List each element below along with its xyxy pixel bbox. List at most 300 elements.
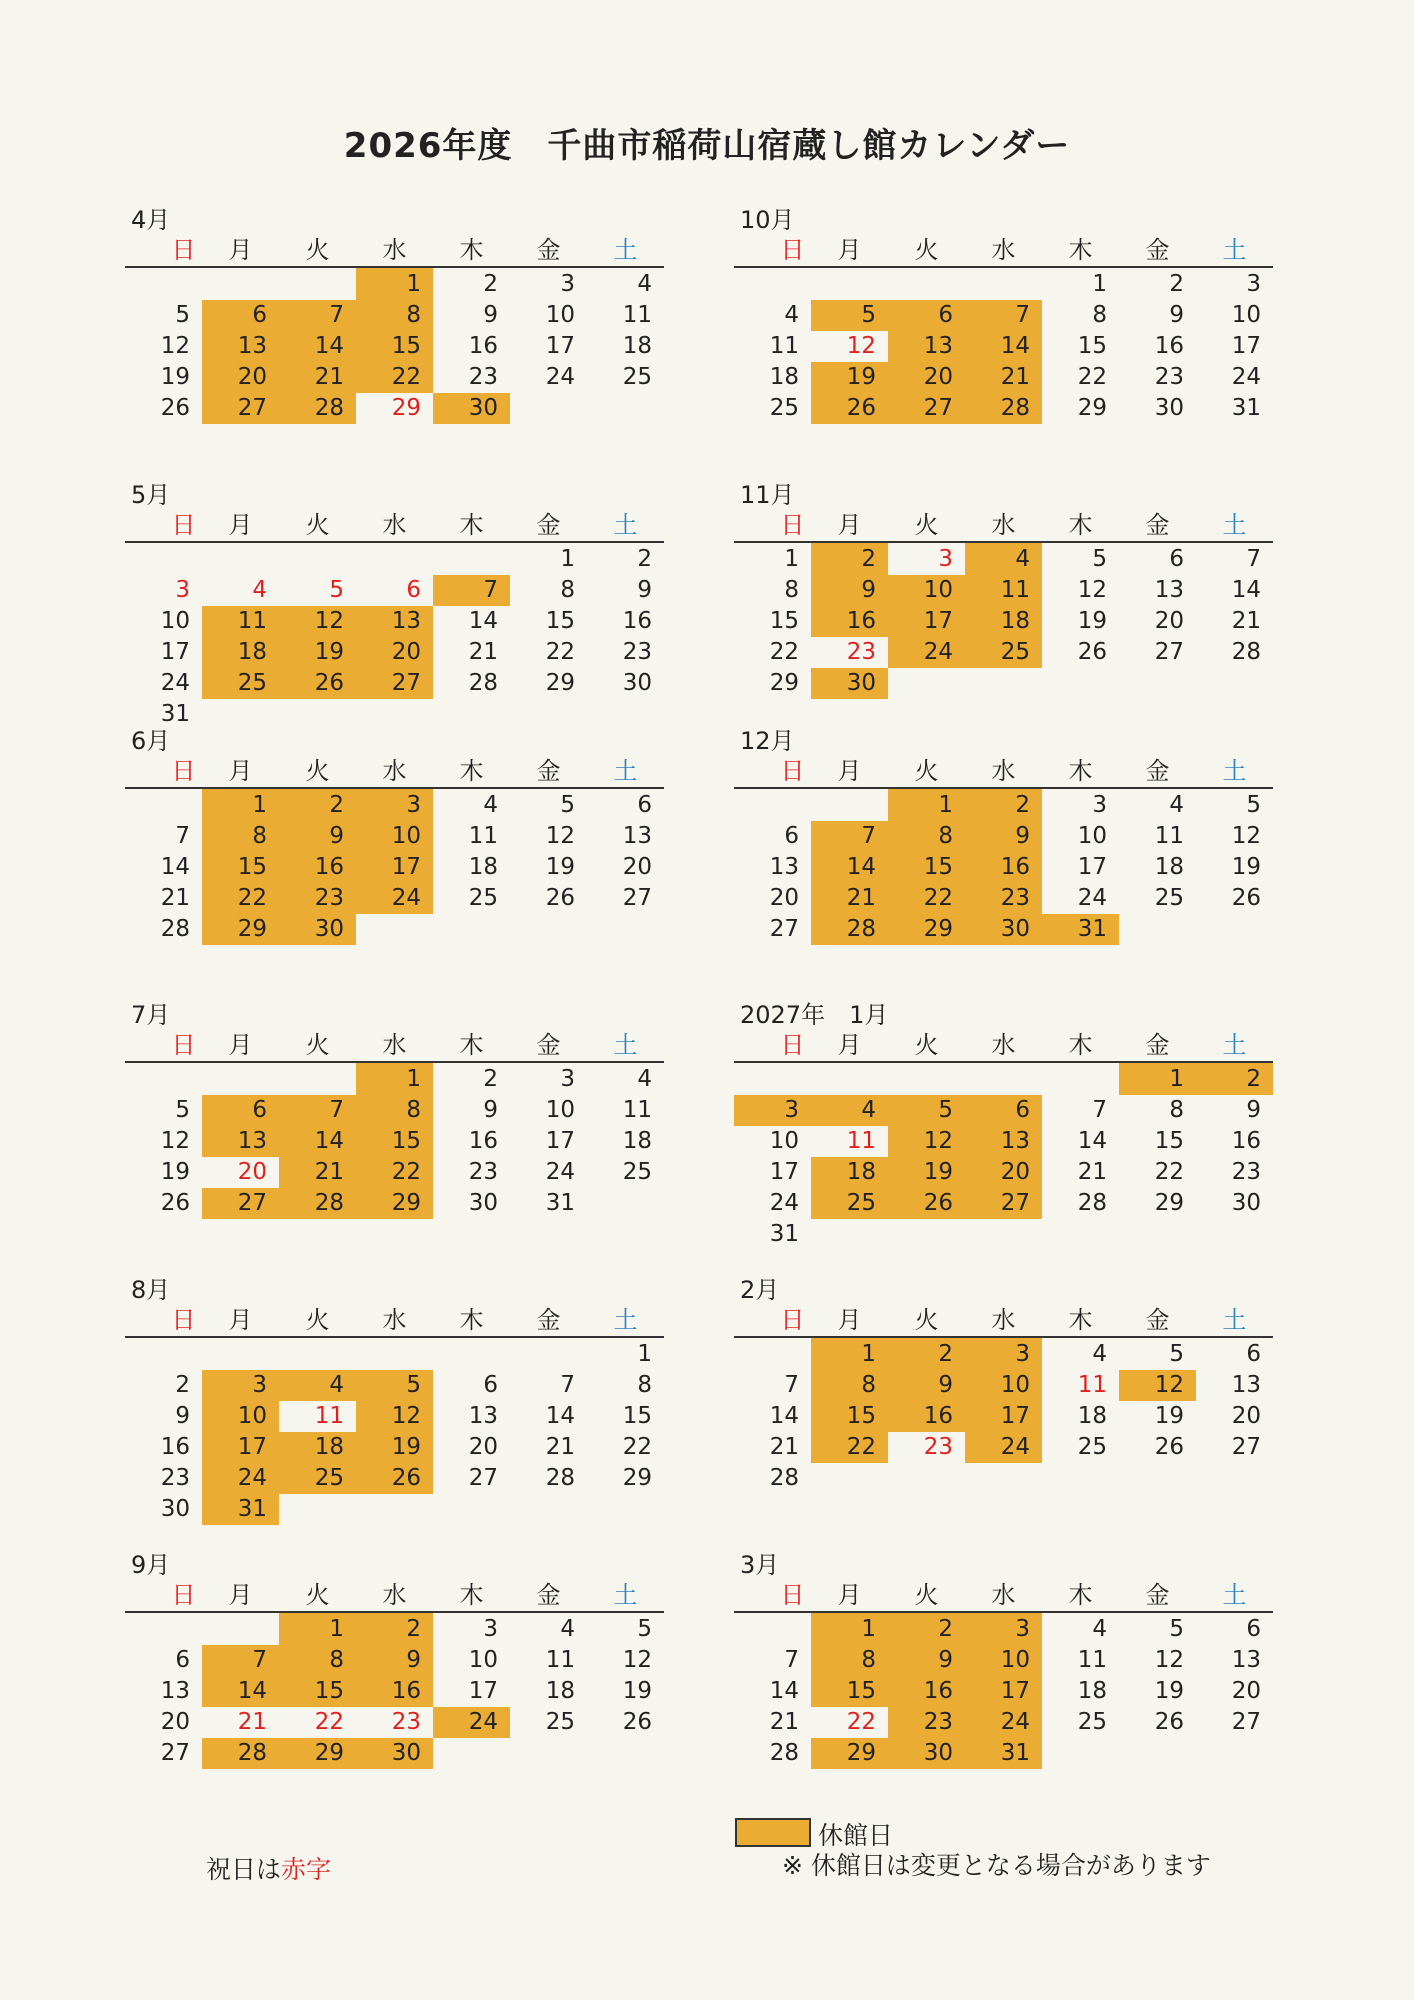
weekday-header: 土 <box>613 757 638 785</box>
empty-cell <box>356 1494 433 1525</box>
calendar-day: 19 <box>160 364 190 390</box>
calendar-day: 8 <box>202 821 279 852</box>
calendar-day: 11 <box>1154 823 1184 849</box>
weekday-header: 日 <box>780 236 805 264</box>
calendar-day: 2 <box>811 542 888 575</box>
month-label: 2月 <box>740 1276 780 1304</box>
calendar-day: 27 <box>1154 639 1184 665</box>
calendar-day: 16 <box>811 606 888 637</box>
empty-cell <box>356 542 433 575</box>
calendar-day: 21 <box>1077 1159 1107 1185</box>
calendar-day: 22 <box>356 362 433 393</box>
calendar-day: 15 <box>545 608 575 634</box>
calendar-day: 18 <box>1077 1403 1107 1429</box>
empty-cell <box>587 1494 664 1525</box>
month-calendar <box>125 1000 665 1219</box>
month-label: 5月 <box>131 481 171 509</box>
calendar-day: 13 <box>202 1126 279 1157</box>
calendar-day: 20 <box>202 362 279 393</box>
calendar-day: 17 <box>769 1159 799 1185</box>
calendar-day: 22 <box>1077 364 1107 390</box>
calendar-day: 16 <box>468 333 498 359</box>
calendar-day: 22 <box>545 639 575 665</box>
empty-cell <box>965 1062 1042 1095</box>
weekday-header: 日 <box>780 757 805 785</box>
empty-cell <box>125 788 202 821</box>
calendar-day: 1 <box>888 788 965 821</box>
calendar-day: 13 <box>769 854 799 880</box>
calendar-day: 18 <box>1154 854 1184 880</box>
calendar-day: 29 <box>1077 395 1107 421</box>
calendar-day: 15 <box>811 1676 888 1707</box>
weekday-header: 土 <box>613 1581 638 1609</box>
calendar-day: 16 <box>356 1676 433 1707</box>
calendar-day: 25 <box>965 637 1042 668</box>
calendar-day: 21 <box>769 1434 799 1460</box>
calendar-day: 21 <box>769 1709 799 1735</box>
calendar-day: 4 <box>1169 792 1184 818</box>
calendar-day: 11 <box>769 333 799 359</box>
calendar-day: 16 <box>468 1128 498 1154</box>
calendar-day: 7 <box>811 821 888 852</box>
calendar-day: 19 <box>811 362 888 393</box>
calendar-day: 10 <box>965 1645 1042 1676</box>
weekday-header: 金 <box>536 1306 561 1334</box>
calendar-day: 22 <box>622 1434 652 1460</box>
calendar-day: 15 <box>202 852 279 883</box>
calendar-day: 19 <box>622 1678 652 1704</box>
holiday-note <box>206 1850 331 1886</box>
calendar-day: 20 <box>1231 1403 1261 1429</box>
calendar-day: 16 <box>965 852 1042 883</box>
empty-cell <box>202 1337 279 1370</box>
calendar-day: 25 <box>1154 885 1184 911</box>
empty-cell <box>202 267 279 300</box>
calendar-day: 27 <box>1231 1434 1261 1460</box>
calendar-day: 25 <box>769 395 799 421</box>
calendar-day: 23 <box>468 364 498 390</box>
calendar-day: 3 <box>1092 792 1107 818</box>
weekday-header: 水 <box>991 757 1016 785</box>
calendar-day: 4 <box>965 542 1042 575</box>
weekday-header: 水 <box>382 757 407 785</box>
calendar-day: 7 <box>202 1645 279 1676</box>
calendar-day: 16 <box>888 1676 965 1707</box>
calendar-day: 20 <box>1154 608 1184 634</box>
weekday-header: 木 <box>459 757 484 785</box>
calendar-day: 7 <box>965 300 1042 331</box>
weekday-header: 木 <box>1068 757 1093 785</box>
calendar-day: 4 <box>637 1066 652 1092</box>
calendar-day: 29 <box>279 1738 356 1769</box>
calendar-day: 5 <box>175 302 190 328</box>
calendar-day: 14 <box>202 1676 279 1707</box>
calendar-day: 10 <box>160 608 190 634</box>
calendar-day: 25 <box>1077 1434 1107 1460</box>
calendar-day: 12 <box>1154 1647 1184 1673</box>
calendar-day: 15 <box>811 1401 888 1432</box>
weekday-header: 木 <box>459 1031 484 1059</box>
calendar-day: 28 <box>769 1465 799 1491</box>
empty-cell <box>965 1219 1042 1250</box>
calendar-day: 19 <box>1154 1403 1184 1429</box>
calendar-day: 4 <box>637 271 652 297</box>
month-calendar <box>734 726 1274 945</box>
calendar-day: 2 <box>483 1066 498 1092</box>
calendar-day: 30 <box>468 1190 498 1216</box>
calendar-day: 16 <box>279 852 356 883</box>
calendar-day: 24 <box>769 1190 799 1216</box>
empty-cell <box>888 1219 965 1250</box>
calendar-day: 23 <box>965 883 1042 914</box>
calendar-day: 27 <box>202 1188 279 1219</box>
calendar-day: 5 <box>637 1616 652 1642</box>
calendar-day: 19 <box>545 854 575 880</box>
calendar-day: 10 <box>1077 823 1107 849</box>
empty-cell <box>279 1494 356 1525</box>
empty-cell <box>811 1463 888 1494</box>
calendar-day: 10 <box>965 1370 1042 1401</box>
weekday-header: 水 <box>382 511 407 539</box>
calendar-day: 7 <box>560 1372 575 1398</box>
weekday-header: 木 <box>459 1306 484 1334</box>
calendar-day: 4 <box>784 302 799 328</box>
empty-cell <box>1042 668 1119 699</box>
calendar-day: 13 <box>202 331 279 362</box>
calendar-day: 7 <box>433 575 510 606</box>
weekday-header: 火 <box>914 236 939 264</box>
calendar-day: 3 <box>734 1095 811 1126</box>
calendar-day: 24 <box>1231 364 1261 390</box>
weekday-header: 土 <box>1222 757 1247 785</box>
calendar-day: 3 <box>965 1337 1042 1370</box>
calendar-day: 29 <box>622 1465 652 1491</box>
calendar-day: 14 <box>279 331 356 362</box>
calendar-day: 28 <box>1231 639 1261 665</box>
calendar-day: 13 <box>356 606 433 637</box>
calendar-day: 12 <box>1119 1370 1196 1401</box>
calendar-day: 24 <box>965 1707 1042 1738</box>
empty-cell <box>1196 914 1273 945</box>
calendar-day: 12 <box>1077 577 1107 603</box>
calendar-day: 17 <box>888 606 965 637</box>
calendar-day: 6 <box>1246 1616 1261 1642</box>
weekday-header: 火 <box>305 236 330 264</box>
calendar-day: 19 <box>1077 608 1107 634</box>
weekday-header: 土 <box>613 236 638 264</box>
month-table <box>734 235 1273 424</box>
calendar-day: 22 <box>846 1709 876 1735</box>
calendar-day: 31 <box>769 1221 799 1247</box>
calendar-day: 26 <box>356 1463 433 1494</box>
calendar-day: 19 <box>1231 854 1261 880</box>
calendar-day: 31 <box>965 1738 1042 1769</box>
calendar-day: 6 <box>202 300 279 331</box>
calendar-day: 23 <box>923 1434 953 1460</box>
empty-cell <box>1042 1219 1119 1250</box>
calendar-day: 23 <box>468 1159 498 1185</box>
calendar-day: 20 <box>468 1434 498 1460</box>
weekday-header: 金 <box>1145 1031 1170 1059</box>
calendar-day: 23 <box>1154 364 1184 390</box>
calendar-day: 29 <box>545 670 575 696</box>
weekday-header: 日 <box>171 1306 196 1334</box>
calendar-day: 26 <box>622 1709 652 1735</box>
calendar-day: 13 <box>1154 577 1184 603</box>
empty-cell <box>734 1337 811 1370</box>
calendar-day: 7 <box>279 300 356 331</box>
empty-cell <box>1042 1463 1119 1494</box>
weekday-header: 月 <box>837 1306 862 1334</box>
calendar-day: 21 <box>811 883 888 914</box>
empty-cell <box>587 1188 664 1219</box>
month-calendar <box>734 205 1274 424</box>
month-calendar <box>125 1275 665 1525</box>
calendar-day: 28 <box>811 914 888 945</box>
calendar-day: 3 <box>202 1370 279 1401</box>
calendar-day: 18 <box>622 1128 652 1154</box>
closed-change-note: ※ 休館日は変更となる場合があります <box>782 1851 1211 1880</box>
calendar-day: 25 <box>545 1709 575 1735</box>
calendar-day: 12 <box>888 1126 965 1157</box>
calendar-day: 12 <box>279 606 356 637</box>
calendar-day: 15 <box>356 1126 433 1157</box>
calendar-day: 28 <box>202 1738 279 1769</box>
calendar-day: 2 <box>1196 1062 1273 1095</box>
empty-cell <box>811 788 888 821</box>
weekday-header: 金 <box>1145 511 1170 539</box>
calendar-day: 18 <box>202 637 279 668</box>
calendar-day: 25 <box>1077 1709 1107 1735</box>
calendar-day: 2 <box>637 546 652 572</box>
weekday-header: 金 <box>536 511 561 539</box>
empty-cell <box>888 267 965 300</box>
calendar-day: 17 <box>545 1128 575 1154</box>
weekday-header: 火 <box>305 1031 330 1059</box>
weekday-header: 火 <box>305 511 330 539</box>
month-calendar <box>125 726 665 945</box>
weekday-header: 土 <box>1222 1581 1247 1609</box>
weekday-header: 金 <box>536 1031 561 1059</box>
month-calendar <box>125 1550 665 1769</box>
calendar-day: 22 <box>356 1157 433 1188</box>
calendar-day: 8 <box>279 1645 356 1676</box>
calendar-day: 6 <box>784 823 799 849</box>
calendar-day: 28 <box>965 393 1042 424</box>
calendar-day: 12 <box>160 333 190 359</box>
calendar-day: 2 <box>356 1612 433 1645</box>
weekday-header: 水 <box>991 236 1016 264</box>
weekday-header: 土 <box>1222 1031 1247 1059</box>
calendar-day: 6 <box>483 1372 498 1398</box>
weekday-header: 月 <box>228 511 253 539</box>
empty-cell <box>433 1738 510 1769</box>
calendar-day: 12 <box>160 1128 190 1154</box>
calendar-day: 22 <box>769 639 799 665</box>
calendar-day: 30 <box>622 670 652 696</box>
weekday-header: 月 <box>228 1306 253 1334</box>
calendar-day: 10 <box>356 821 433 852</box>
empty-cell <box>356 914 433 945</box>
calendar-day: 10 <box>769 1128 799 1154</box>
calendar-day: 7 <box>784 1647 799 1673</box>
calendar-day: 21 <box>279 1157 356 1188</box>
calendar-day: 24 <box>202 1463 279 1494</box>
calendar-day: 8 <box>1092 302 1107 328</box>
calendar-day: 13 <box>888 331 965 362</box>
empty-cell <box>888 1062 965 1095</box>
calendar-day: 24 <box>160 670 190 696</box>
empty-cell <box>734 788 811 821</box>
empty-cell <box>1119 914 1196 945</box>
calendar-day: 11 <box>314 1403 344 1429</box>
calendar-day: 17 <box>202 1432 279 1463</box>
calendar-day: 27 <box>356 668 433 699</box>
calendar-day: 26 <box>545 885 575 911</box>
calendar-day: 4 <box>252 577 267 603</box>
weekday-header: 日 <box>780 1581 805 1609</box>
month-label: 2027年 1月 <box>740 1001 889 1029</box>
calendar-day: 22 <box>314 1709 344 1735</box>
month-calendar <box>734 480 1274 699</box>
empty-cell <box>587 1738 664 1769</box>
calendar-day: 6 <box>202 1095 279 1126</box>
calendar-day: 19 <box>356 1432 433 1463</box>
calendar-day: 3 <box>175 577 190 603</box>
calendar-day: 6 <box>1169 546 1184 572</box>
empty-cell <box>1196 1738 1273 1769</box>
calendar-day: 11 <box>1077 1647 1107 1673</box>
weekday-header: 日 <box>780 1031 805 1059</box>
calendar-day: 10 <box>545 1097 575 1123</box>
calendar-day: 14 <box>769 1678 799 1704</box>
weekday-header: 木 <box>459 236 484 264</box>
calendar-day: 17 <box>965 1401 1042 1432</box>
calendar-day: 21 <box>965 362 1042 393</box>
month-table <box>125 1580 664 1769</box>
calendar-day: 9 <box>483 302 498 328</box>
calendar-day: 20 <box>237 1159 267 1185</box>
calendar-day: 2 <box>888 1337 965 1370</box>
calendar-day: 8 <box>1169 1097 1184 1123</box>
calendar-day: 1 <box>784 546 799 572</box>
month-table <box>734 1030 1273 1250</box>
weekday-header: 月 <box>837 236 862 264</box>
calendar-day: 13 <box>622 823 652 849</box>
calendar-day: 15 <box>769 608 799 634</box>
calendar-day: 20 <box>356 637 433 668</box>
calendar-day: 27 <box>468 1465 498 1491</box>
calendar-day: 9 <box>356 1645 433 1676</box>
calendar-day: 8 <box>356 1095 433 1126</box>
calendar-day: 28 <box>769 1740 799 1766</box>
calendar-day: 15 <box>888 852 965 883</box>
calendar-day: 4 <box>279 1370 356 1401</box>
empty-cell <box>279 1337 356 1370</box>
calendar-day: 30 <box>965 914 1042 945</box>
calendar-day: 12 <box>846 333 876 359</box>
weekday-header: 木 <box>459 1581 484 1609</box>
weekday-header: 金 <box>536 1581 561 1609</box>
calendar-day: 14 <box>1077 1128 1107 1154</box>
weekday-header: 水 <box>991 1306 1016 1334</box>
calendar-day: 12 <box>356 1401 433 1432</box>
calendar-day: 23 <box>622 639 652 665</box>
empty-cell <box>1042 1738 1119 1769</box>
calendar-day: 5 <box>1169 1616 1184 1642</box>
weekday-header: 火 <box>305 1581 330 1609</box>
empty-cell <box>965 1463 1042 1494</box>
weekday-header: 水 <box>382 1581 407 1609</box>
calendar-day: 12 <box>622 1647 652 1673</box>
weekday-header: 金 <box>536 236 561 264</box>
empty-cell <box>1119 1219 1196 1250</box>
calendar-day: 11 <box>965 575 1042 606</box>
calendar-day: 21 <box>468 639 498 665</box>
weekday-header: 火 <box>914 1581 939 1609</box>
calendar-day: 17 <box>356 852 433 883</box>
calendar-day: 20 <box>1231 1678 1261 1704</box>
calendar-day: 31 <box>1042 914 1119 945</box>
calendar-day: 24 <box>433 1707 510 1738</box>
calendar-day: 21 <box>1231 608 1261 634</box>
calendar-day: 8 <box>784 577 799 603</box>
empty-cell <box>1119 1463 1196 1494</box>
calendar-day: 28 <box>545 1465 575 1491</box>
calendar-day: 19 <box>888 1157 965 1188</box>
calendar-day: 22 <box>811 1432 888 1463</box>
weekday-header: 月 <box>837 757 862 785</box>
weekday-header: 月 <box>228 236 253 264</box>
weekday-header: 月 <box>837 1581 862 1609</box>
calendar-day: 20 <box>965 1157 1042 1188</box>
weekday-header: 木 <box>1068 236 1093 264</box>
calendar-day: 7 <box>279 1095 356 1126</box>
calendar-day: 9 <box>279 821 356 852</box>
calendar-day: 18 <box>811 1157 888 1188</box>
calendar-day: 25 <box>279 1463 356 1494</box>
calendar-day: 15 <box>1077 333 1107 359</box>
calendar-day: 26 <box>888 1188 965 1219</box>
calendar-day: 4 <box>1092 1616 1107 1642</box>
calendar-day: 5 <box>1246 792 1261 818</box>
calendar-day: 23 <box>160 1465 190 1491</box>
calendar-day: 13 <box>468 1403 498 1429</box>
weekday-header: 木 <box>1068 1031 1093 1059</box>
calendar-day: 4 <box>560 1616 575 1642</box>
calendar-day: 12 <box>1231 823 1261 849</box>
month-calendar <box>125 480 665 730</box>
calendar-day: 9 <box>637 577 652 603</box>
weekday-header: 月 <box>837 1031 862 1059</box>
empty-cell <box>510 393 587 424</box>
calendar-day: 1 <box>811 1337 888 1370</box>
month-label: 11月 <box>740 481 795 509</box>
calendar-day: 6 <box>965 1095 1042 1126</box>
month-calendar <box>125 205 665 424</box>
calendar-day: 1 <box>637 1341 652 1367</box>
empty-cell <box>279 1062 356 1095</box>
weekday-header: 日 <box>171 511 196 539</box>
calendar-day: 9 <box>175 1403 190 1429</box>
calendar-day: 16 <box>160 1434 190 1460</box>
weekday-header: 水 <box>991 1031 1016 1059</box>
weekday-header: 木 <box>459 511 484 539</box>
weekday-header: 日 <box>780 511 805 539</box>
calendar-day: 1 <box>356 1062 433 1095</box>
calendar-day: 2 <box>1169 271 1184 297</box>
calendar-day: 26 <box>1231 885 1261 911</box>
